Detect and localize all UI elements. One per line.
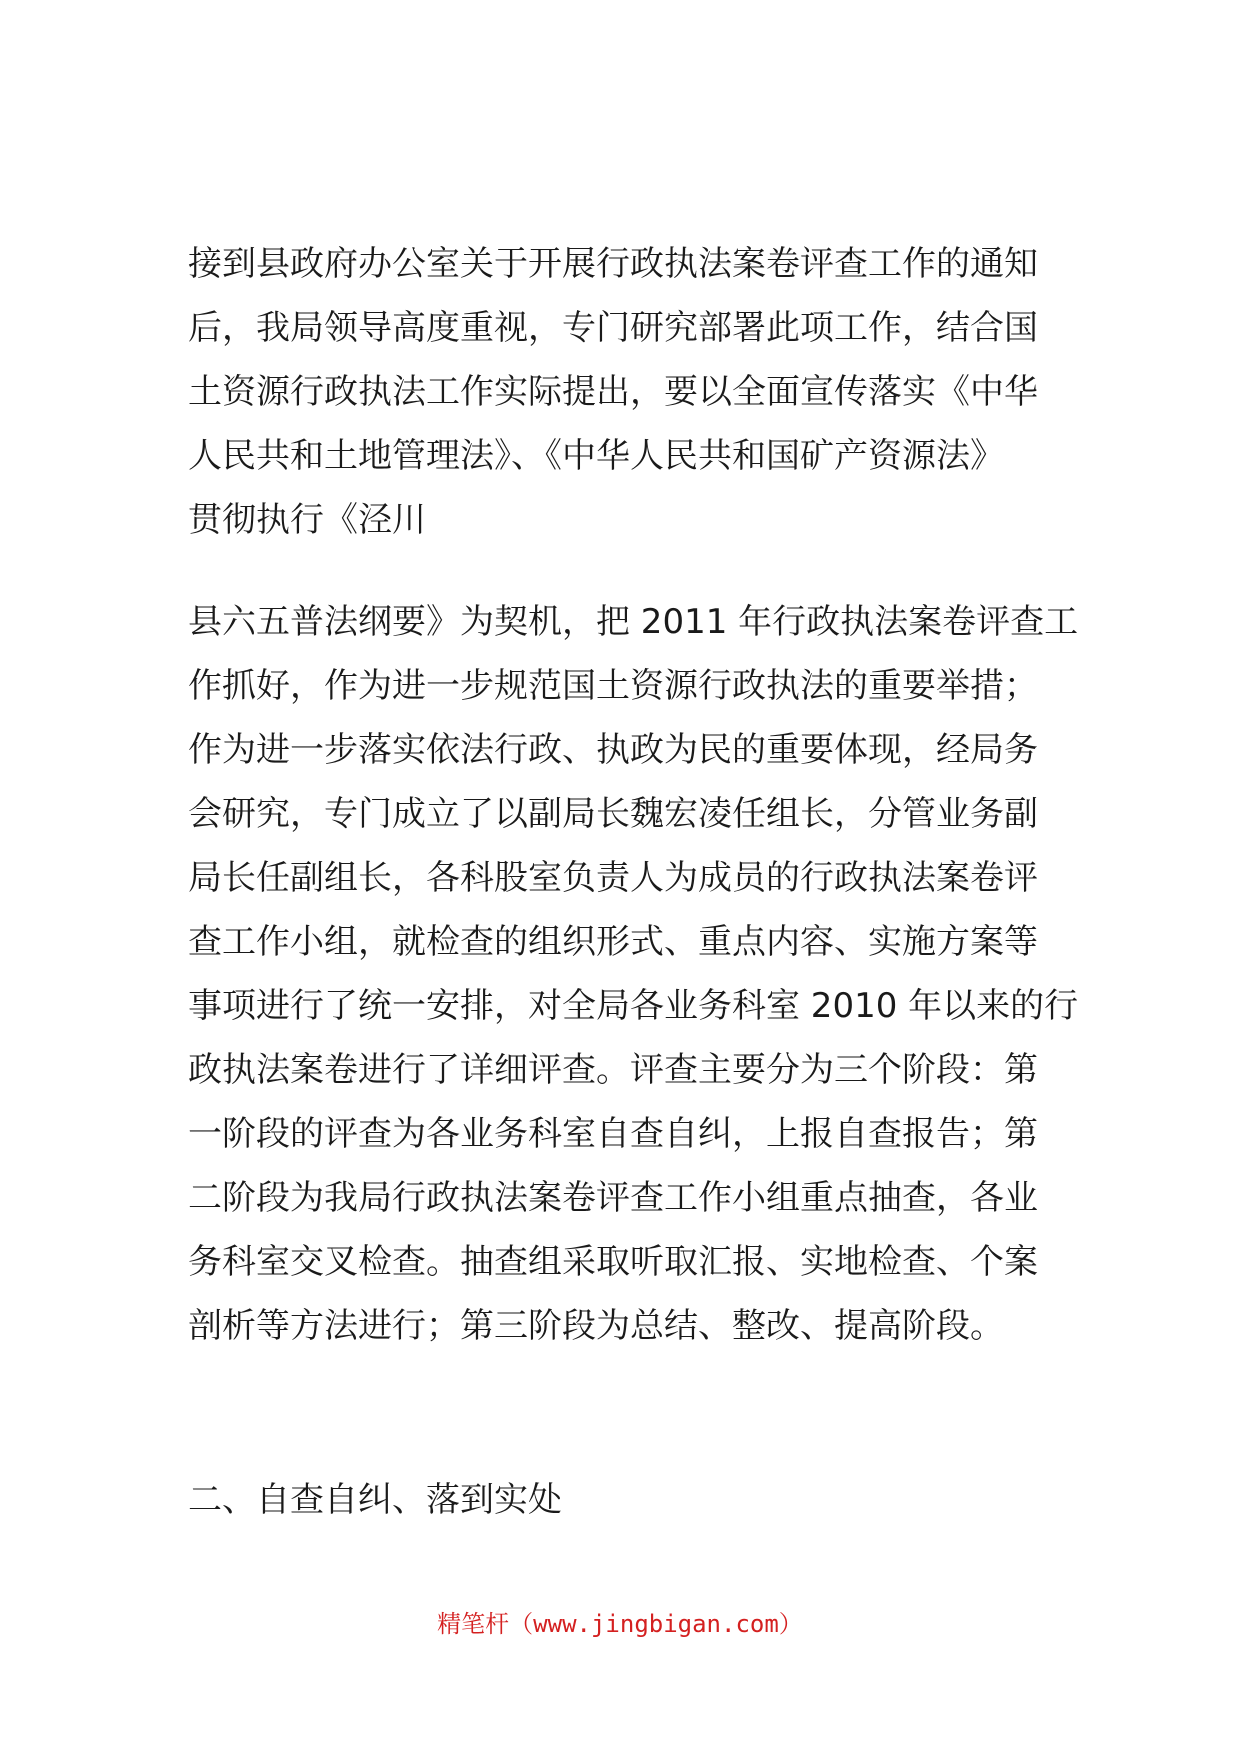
paragraph-line: 作抓好，作为进一步规范国土资源行政执法的重要举措； [188, 666, 1038, 706]
paragraph-line: 二阶段为我局行政执法案卷评查工作小组重点抽查，各业 [188, 1178, 1038, 1218]
paragraph-line: 剖析等方法进行；第三阶段为总结、整改、提高阶段。 [188, 1306, 1004, 1346]
paragraph-line: 县六五普法纲要》为契机，把 2011 年行政执法案卷评查工 [188, 602, 1079, 642]
paragraph-line: 土资源行政执法工作实际提出，要以全面宣传落实《中华 [188, 372, 1038, 412]
paragraph-line: 一阶段的评查为各业务科室自查自纠，上报自查报告；第 [188, 1114, 1038, 1154]
paragraph-line: 会研究，专门成立了以副局长魏宏凌任组长，分管业务副 [188, 794, 1038, 834]
paragraph-line: 务科室交叉检查。抽查组采取听取汇报、实地检查、个案 [188, 1242, 1038, 1282]
footer-watermark: 精笔杆（www.jingbigan.com） [437, 1610, 803, 1638]
paragraph-line: 局长任副组长，各科股室负责人为成员的行政执法案卷评 [188, 858, 1038, 898]
paragraph-line: 查工作小组，就检查的组织形式、重点内容、实施方案等 [188, 922, 1038, 962]
paragraph-line: 政执法案卷进行了详细评查。评查主要分为三个阶段：第 [188, 1050, 1038, 1090]
paragraph-line: 事项进行了统一安排，对全局各业务科室 2010 年以来的行 [188, 986, 1079, 1026]
paragraph-line: 后，我局领导高度重视，专门研究部署此项工作，结合国 [188, 308, 1038, 348]
section-heading-text: 二、自查自纠、落到实处 [188, 1480, 562, 1520]
paragraph-line: 作为进一步落实依法行政、执政为民的重要体现，经局务 [188, 730, 1038, 770]
section-heading [188, 1468, 1068, 1532]
paragraph-line: 接到县政府办公室关于开展行政执法案卷评查工作的通知 [188, 244, 1038, 284]
paragraph-1 [188, 232, 1068, 552]
paragraph-line: 贯彻执行《泾川 [188, 500, 426, 540]
paragraph-line: 人民共和土地管理法》、《中华人民共和国矿产资源法》 [188, 436, 1004, 476]
paragraph-2 [188, 590, 1079, 1358]
